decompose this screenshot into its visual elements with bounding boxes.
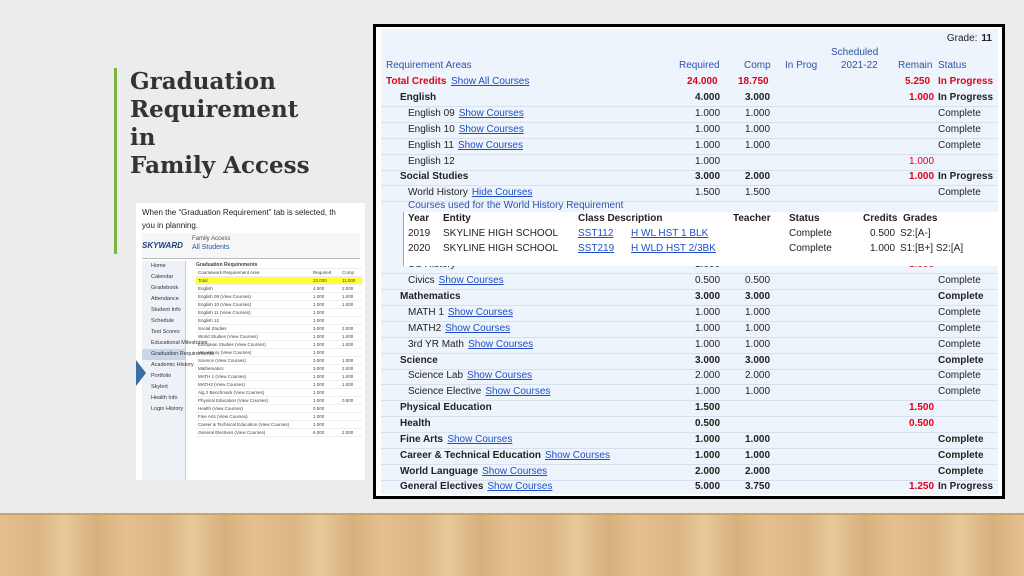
thumb-cell: Comp	[342, 270, 355, 275]
thumb-cell: Total	[198, 278, 208, 283]
header-status: Status	[938, 60, 967, 71]
math2-required: 1.000	[695, 323, 721, 334]
grade-label: Grade:	[946, 33, 978, 44]
career-label: Career & Technical Education	[400, 450, 541, 461]
accent-bar	[114, 68, 117, 254]
thumb-cell: 0.500	[342, 398, 354, 403]
pe-remain: 1.500	[909, 402, 935, 413]
eng11-comp: 1.000	[745, 140, 771, 151]
thumb-table-row	[196, 429, 362, 437]
courses-header	[403, 211, 998, 227]
show-all-courses-link[interactable]: Show All Courses	[451, 76, 530, 87]
thumb-sidebar-item[interactable]: Test Scores	[151, 329, 180, 335]
eng12-required: 1.000	[695, 156, 721, 167]
total-comp: 18.750	[738, 76, 769, 87]
english-comp: 3.000	[745, 92, 771, 103]
thumb-sidebar-item[interactable]: Attendance	[151, 296, 179, 302]
row-health	[381, 416, 998, 432]
scilab-comp: 2.000	[745, 370, 771, 381]
course-year: 2019	[408, 228, 431, 239]
math2-label: MATH2	[408, 323, 442, 334]
title-line: Requirement	[130, 96, 299, 123]
thumb-sidebar-item[interactable]: Academic History	[151, 362, 194, 368]
thumb-table-row	[196, 421, 362, 429]
table-header	[381, 58, 998, 74]
thumb-sidebar-item[interactable]: Gradebook	[151, 285, 179, 291]
math1-comp: 1.000	[745, 307, 771, 318]
row-career	[381, 448, 998, 464]
thumb-cell: 3.000	[313, 366, 325, 371]
thumb-cell: Social Studies	[198, 326, 227, 331]
thumb-sidebar-item[interactable]: Login History	[151, 406, 184, 412]
thumb-cell: English	[198, 286, 213, 291]
social-comp: 2.000	[745, 171, 771, 182]
scilab-required: 2.000	[695, 370, 721, 381]
finearts-required: 1.000	[695, 434, 721, 445]
header-inprog: In Prog	[785, 60, 818, 71]
science-required: 3.000	[695, 355, 721, 366]
science-label: Science	[400, 355, 438, 366]
thumb-cell: English 11 (View Courses)	[198, 310, 251, 315]
thumb-cell: English 10 (View Courses)	[198, 302, 251, 307]
thumb-cell: 1.000	[313, 390, 325, 395]
thumb-cell: 1.000	[342, 358, 354, 363]
thumb-sidebar-item[interactable]: Graduation Requirements	[142, 349, 185, 360]
math1-label: MATH 1	[408, 307, 444, 318]
thumb-cell: 1.000	[342, 382, 354, 387]
math3-status: Complete	[938, 339, 981, 350]
english-label: English	[400, 92, 437, 103]
thumbnail-screenshot	[136, 203, 365, 480]
thumb-table-row	[196, 373, 362, 381]
course-credits: 1.000	[870, 243, 896, 254]
header-scheduled: Scheduled	[831, 47, 879, 58]
math1-required: 1.000	[695, 307, 721, 318]
thumb-cell: Physical Education (View Courses)	[198, 398, 268, 403]
course-grades: S2:[A-]	[900, 228, 931, 239]
eng09-comp: 1.000	[745, 108, 771, 119]
thumb-cell: 11.000	[342, 278, 356, 283]
career-courses-link[interactable]: Show Courses	[544, 450, 610, 461]
thumb-cell: 2.000	[342, 430, 354, 435]
thumbnail-table-title: Graduation Requirements	[196, 261, 362, 269]
thumb-cell: 1.000	[342, 294, 354, 299]
eng11-label: English 11	[408, 140, 454, 151]
row-finearts	[381, 432, 998, 448]
grade-value: 11	[981, 33, 992, 44]
math3-label: 3rd YR Math	[408, 339, 464, 350]
thumb-cell: 1.000	[342, 302, 354, 307]
math2-comp: 1.000	[745, 323, 771, 334]
course-code-link[interactable]: SST219	[578, 243, 615, 254]
row-scilab	[381, 368, 998, 384]
total-label: Total Credits	[386, 76, 447, 87]
worldlang-status: Complete	[938, 466, 984, 477]
career-status: Complete	[938, 450, 984, 461]
eng09-status: Complete	[938, 108, 981, 119]
title-line: Graduation	[130, 68, 276, 95]
title-line: in	[130, 124, 156, 151]
career-required: 1.000	[695, 450, 721, 461]
math1-status: Complete	[938, 307, 981, 318]
course-status: Complete	[789, 228, 832, 239]
row-eng12	[381, 154, 998, 170]
header-remain: Remain	[898, 60, 933, 71]
title-line: Family Access	[130, 152, 310, 179]
thumb-cell: 1.000	[313, 422, 325, 427]
col-status: Status	[789, 213, 820, 224]
caption-line: When the “Graduation Requirement” tab is selected, th	[142, 208, 336, 217]
math3-courses-link[interactable]: Show Courses	[468, 339, 534, 350]
thumbnail-table	[196, 261, 362, 437]
eng10-courses-link[interactable]: Show Courses	[458, 124, 524, 135]
science-comp: 3.000	[745, 355, 771, 366]
thumb-sidebar-item[interactable]: Skylert	[151, 384, 168, 390]
thumb-table-row	[196, 277, 362, 285]
total-status: In Progress	[938, 76, 994, 87]
career-comp: 1.000	[745, 450, 771, 461]
electives-courses-link[interactable]: Show Courses	[487, 481, 553, 492]
thumb-cell: Coursework Requirement Area	[198, 270, 260, 275]
thumb-table-row	[196, 413, 362, 421]
thumb-cell: 1.000	[313, 294, 325, 299]
row-eng09	[381, 106, 998, 122]
thumb-cell: 4.000	[313, 286, 325, 291]
math2-status: Complete	[938, 323, 981, 334]
course-grades: S1:[B+] S2:[A]	[900, 243, 964, 254]
eng09-courses-link[interactable]: Show Courses	[458, 108, 524, 119]
skyward-logo: SKYWARD	[142, 241, 183, 250]
col-credits: Credits	[863, 213, 898, 224]
thumb-cell: 2.000	[342, 286, 354, 291]
finearts-label: Fine Arts	[400, 434, 443, 445]
thumb-table-row	[196, 317, 362, 325]
thumb-table-row	[196, 293, 362, 301]
row-eng11	[381, 138, 998, 154]
slide-title	[130, 68, 330, 180]
row-pe	[381, 400, 998, 416]
thumb-table-row	[196, 349, 362, 357]
world-courses-link[interactable]: Hide Courses	[471, 187, 533, 198]
thumb-sidebar-item[interactable]: Home	[151, 263, 166, 269]
thumb-cell: 1.000	[313, 414, 325, 419]
thumb-cell: Career & Technical Education (View Courses)	[198, 422, 290, 427]
electives-label: General Electives	[400, 481, 484, 492]
total-required: 24.000	[687, 76, 718, 87]
thumb-cell: 1.000	[313, 334, 325, 339]
row-math	[381, 289, 998, 305]
eng12-label: English 12	[408, 156, 455, 167]
col-desc: Class Description	[578, 213, 663, 224]
course-status: Complete	[789, 243, 832, 254]
thumb-cell: 1.000	[313, 318, 325, 323]
eng11-status: Complete	[938, 140, 981, 151]
finearts-status: Complete	[938, 434, 984, 445]
thumb-table-row	[196, 333, 362, 341]
thumb-table-row	[196, 381, 362, 389]
thumb-table-row	[196, 285, 362, 293]
col-entity: Entity	[443, 213, 471, 224]
thumb-cell: General Electives (View Courses)	[198, 430, 266, 435]
thumb-sidebar-item[interactable]: Student Info	[151, 307, 181, 313]
thumb-table-row	[196, 389, 362, 397]
world-comp: 1.500	[745, 187, 771, 198]
civics-status: Complete	[938, 275, 981, 286]
header-required: Required	[679, 60, 720, 71]
science-status: Complete	[938, 355, 984, 366]
math2-courses-link[interactable]: Show Courses	[445, 323, 511, 334]
electives-remain: 1.250	[909, 481, 935, 492]
wood-floor	[0, 515, 1024, 576]
graduation-panel	[373, 24, 1005, 499]
row-social	[381, 169, 998, 185]
thumb-cell: MATH 1 (View Courses)	[198, 374, 247, 379]
thumb-sidebar-item[interactable]: Schedule	[151, 318, 174, 324]
health-label: Health	[400, 418, 431, 429]
thumb-cell: English 12	[198, 318, 220, 323]
english-remain: 1.000	[909, 92, 935, 103]
header-area: Requirement Areas	[386, 60, 472, 71]
math3-required: 1.000	[695, 339, 721, 350]
math-status: Complete	[938, 291, 984, 302]
courses-title-text: Courses used for the World History Requirement	[408, 200, 624, 211]
thumb-sidebar-item[interactable]: Educational Milestones	[151, 340, 208, 346]
course-credits: 0.500	[870, 228, 896, 239]
eng10-label: English 10	[408, 124, 455, 135]
row-scielec	[381, 384, 998, 400]
social-required: 3.000	[695, 171, 721, 182]
thumb-cell: 1.000	[342, 334, 354, 339]
worldlang-courses-link[interactable]: Show Courses	[482, 466, 548, 477]
civics-comp: 0.500	[745, 275, 771, 286]
thumb-table-row	[196, 397, 362, 405]
thumb-cell: Mathematics	[198, 366, 224, 371]
thumb-cell: Alg 2 Benchmark (View Courses)	[198, 390, 265, 395]
thumb-cell: 1.000	[313, 398, 325, 403]
col-teacher: Teacher	[733, 213, 771, 224]
eng10-required: 1.000	[695, 124, 721, 135]
math-label: Mathematics	[400, 291, 461, 302]
finearts-comp: 1.000	[745, 434, 771, 445]
eng12-remain: 1.000	[909, 156, 935, 167]
thumb-cell: European Studies (View Courses)	[198, 342, 266, 347]
thumb-cell: 1.000	[313, 350, 325, 355]
thumb-cell: Required	[313, 270, 332, 275]
electives-comp: 3.750	[745, 481, 771, 492]
thumb-table-row	[196, 341, 362, 349]
total-remain: 5.250	[905, 76, 931, 87]
thumb-table-row	[196, 325, 362, 333]
social-remain: 1.000	[909, 171, 935, 182]
scilab-status: Complete	[938, 370, 981, 381]
row-electives	[381, 479, 998, 494]
social-status: In Progress	[938, 171, 994, 182]
course-entity: SKYLINE HIGH SCHOOL	[443, 243, 559, 254]
worldlang-label: World Language	[400, 466, 479, 477]
requirements-table	[381, 29, 998, 494]
thumb-cell: 22.000	[313, 278, 327, 283]
civics-required: 0.500	[695, 275, 721, 286]
scilab-label: Science Lab	[408, 370, 464, 381]
pe-required: 1.500	[695, 402, 721, 413]
eng11-required: 1.000	[695, 140, 721, 151]
course-row	[403, 241, 998, 257]
scielec-comp: 1.000	[745, 386, 771, 397]
electives-required: 5.000	[695, 481, 721, 492]
row-eng10	[381, 122, 998, 138]
thumb-cell: English 09 (View Courses)	[198, 294, 251, 299]
header-year: 2021-22	[841, 60, 878, 71]
thumb-table-row	[196, 365, 362, 373]
pe-label: Physical Education	[400, 402, 492, 413]
row-math1	[381, 305, 998, 321]
thumb-cell: Health (View Courses)	[198, 406, 243, 411]
selection-arrow-icon	[136, 360, 146, 386]
scielec-required: 1.000	[695, 386, 721, 397]
thumb-cell: 1.000	[342, 374, 354, 379]
thumb-table-row	[196, 269, 362, 277]
row-civics	[381, 273, 998, 289]
world-required: 1.500	[695, 187, 721, 198]
thumb-sidebar-item[interactable]: Portfolio	[151, 373, 172, 379]
thumb-cell: Fine Arts (View Courses)	[198, 414, 248, 419]
english-required: 4.000	[695, 92, 721, 103]
worldlang-comp: 2.000	[745, 466, 771, 477]
row-english	[381, 90, 998, 106]
thumb-table-row	[196, 357, 362, 365]
row-worldlang	[381, 464, 998, 480]
civics-label: Civics	[408, 275, 435, 286]
health-remain: 0.500	[909, 418, 935, 429]
thumb-cell: 2.000	[342, 366, 354, 371]
course-year: 2020	[408, 243, 431, 254]
thumb-cell: 3.000	[313, 358, 325, 363]
thumb-cell: 1.000	[342, 342, 354, 347]
health-required: 0.500	[695, 418, 721, 429]
row-math3	[381, 337, 998, 353]
course-entity: SKYLINE HIGH SCHOOL	[443, 228, 559, 239]
math3-comp: 1.000	[745, 339, 771, 350]
thumb-table-row	[196, 405, 362, 413]
grade-indicator	[947, 33, 992, 44]
thumb-cell: 3.000	[313, 326, 325, 331]
social-label: Social Studies	[400, 171, 469, 182]
col-year: Year	[408, 213, 430, 224]
thumbnail-caption	[142, 206, 365, 232]
thumb-cell: US History (View Courses)	[198, 350, 252, 355]
thumb-cell: 1.000	[313, 310, 325, 315]
eng10-comp: 1.000	[745, 124, 771, 135]
header-comp: Comp	[744, 60, 771, 71]
math1-courses-link[interactable]: Show Courses	[447, 307, 513, 318]
thumb-cell: 1.000	[313, 382, 325, 387]
worldlang-required: 2.000	[695, 466, 721, 477]
eng11-courses-link[interactable]: Show Courses	[457, 140, 523, 151]
world-status: Complete	[938, 187, 981, 198]
thumb-cell: Science (View Courses)	[198, 358, 246, 363]
civics-courses-link[interactable]: Show Courses	[438, 275, 504, 286]
eng10-status: Complete	[938, 124, 981, 135]
eng09-label: English 09	[408, 108, 455, 119]
courses-subtable	[403, 200, 998, 270]
math-required: 3.000	[695, 291, 721, 302]
thumb-cell: World Studies (View Courses)	[198, 334, 258, 339]
english-status: In Progress	[938, 92, 994, 103]
thumb-cell: 1.000	[313, 342, 325, 347]
course-row	[403, 226, 998, 242]
row-science	[381, 353, 998, 369]
row-total	[381, 74, 998, 90]
thumb-cell: 0.500	[313, 406, 325, 411]
thumb-cell: 1.000	[313, 374, 325, 379]
thumb-cell: 2.000	[342, 326, 354, 331]
thumb-cell: MATH2 (View Courses)	[198, 382, 245, 387]
row-math2	[381, 321, 998, 337]
students-dropdown[interactable]: All Students	[192, 244, 230, 251]
thumb-table-row	[196, 301, 362, 309]
col-grades: Grades	[903, 213, 938, 224]
caption-line: you in planning.	[142, 221, 199, 230]
app-name: Family Access	[192, 236, 231, 242]
thumb-sidebar-item[interactable]: Calendar	[151, 274, 174, 280]
world-label: World History	[408, 187, 468, 198]
thumb-cell: 1.000	[313, 302, 325, 307]
math-comp: 3.000	[745, 291, 771, 302]
finearts-courses-link[interactable]: Show Courses	[447, 434, 513, 445]
scielec-courses-link[interactable]: Show Courses	[485, 386, 551, 397]
thumb-sidebar-item[interactable]: Health Info	[151, 395, 178, 401]
eng09-required: 1.000	[695, 108, 721, 119]
scielec-label: Science Elective	[408, 386, 482, 397]
course-desc-link[interactable]: H WLD HST 2/3BK	[631, 243, 716, 254]
thumb-table-row	[196, 309, 362, 317]
course-desc-link[interactable]: H WL HST 1 BLK	[631, 228, 709, 239]
scilab-courses-link[interactable]: Show Courses	[467, 370, 533, 381]
thumb-cell: 6.000	[313, 430, 325, 435]
scielec-status: Complete	[938, 386, 981, 397]
course-code-link[interactable]: SST112	[578, 228, 614, 239]
electives-status: In Progress	[938, 481, 994, 492]
